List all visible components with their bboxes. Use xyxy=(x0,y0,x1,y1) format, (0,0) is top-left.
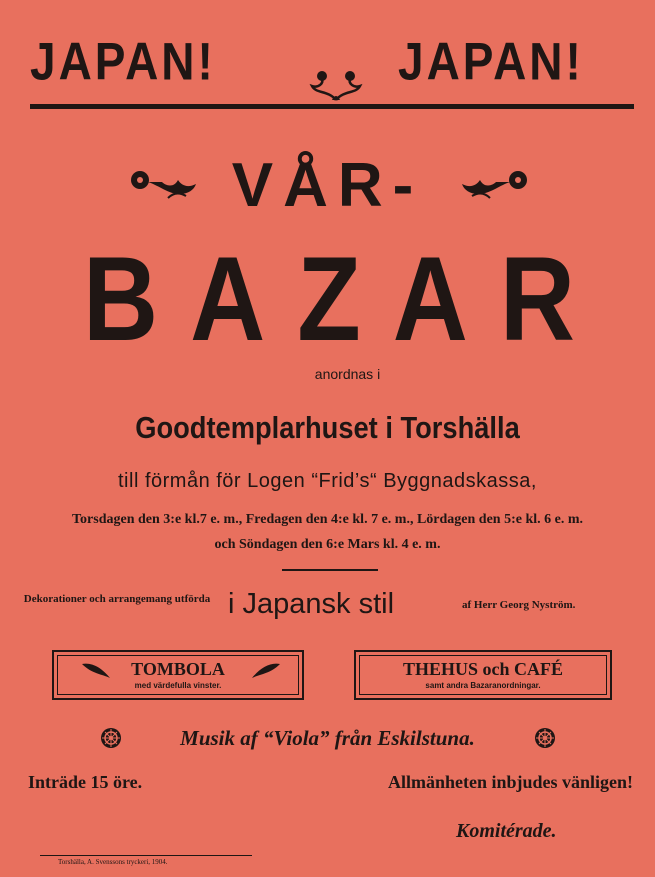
decorator-credit: af Herr Georg Nyström. xyxy=(462,599,576,611)
welcome-text: Allmänheten inbjudes vänligen! xyxy=(387,772,633,792)
decoration-label: Dekorationer och arrangemang utförda xyxy=(23,593,211,605)
tombola-title: TOMBOLA xyxy=(131,659,225,679)
header-japan-left: JAPAN! xyxy=(30,31,216,91)
header-rule xyxy=(30,104,634,109)
dates-line-1: Torsdagen den 3:e kl.7 e. m., Fredagen den 4:e kl. 7 e. m., Lördagen den 5:e kl. 6 e. m. xyxy=(72,512,583,527)
tombola-subtitle: med värdefulla vinster. xyxy=(134,681,222,690)
thehus-title: THEHUS och CAFÉ xyxy=(402,659,564,679)
header-japan-right: JAPAN! xyxy=(398,31,584,91)
entry-fee: Inträde 15 öre. xyxy=(28,772,143,792)
divider xyxy=(282,569,378,571)
committee-signature: Komitérade. xyxy=(456,820,557,842)
tombola-box xyxy=(52,650,304,700)
floral-ornament-icon xyxy=(308,64,364,104)
thehus-box xyxy=(354,650,612,700)
benefit-text: till förmån för Logen “Frid’s“ Byggnadskassa, xyxy=(118,470,537,492)
music-text: Musik af “Viola” från Eskilstuna. xyxy=(180,726,475,750)
japanese-style-text: i Japansk stil xyxy=(228,588,395,620)
leaf-icon xyxy=(248,660,282,682)
title-bazar: BAZAR xyxy=(83,233,607,367)
thehus-subtitle: samt andra Bazaranordningar. xyxy=(425,681,541,690)
intro-text: anordnas i xyxy=(314,366,381,382)
rosette-icon xyxy=(534,727,556,749)
dates-line-2: och Söndagen den 6:e Mars kl. 4 e. m. xyxy=(214,537,441,552)
leaf-icon xyxy=(80,660,114,682)
title-var: VÅR- xyxy=(231,151,424,220)
printer-rule xyxy=(40,855,252,856)
printer-credit: Torshälla, A. Svenssons tryckeri, 1904. xyxy=(58,858,168,866)
venue-name: Goodtemplarhuset i Torshälla xyxy=(135,410,520,445)
